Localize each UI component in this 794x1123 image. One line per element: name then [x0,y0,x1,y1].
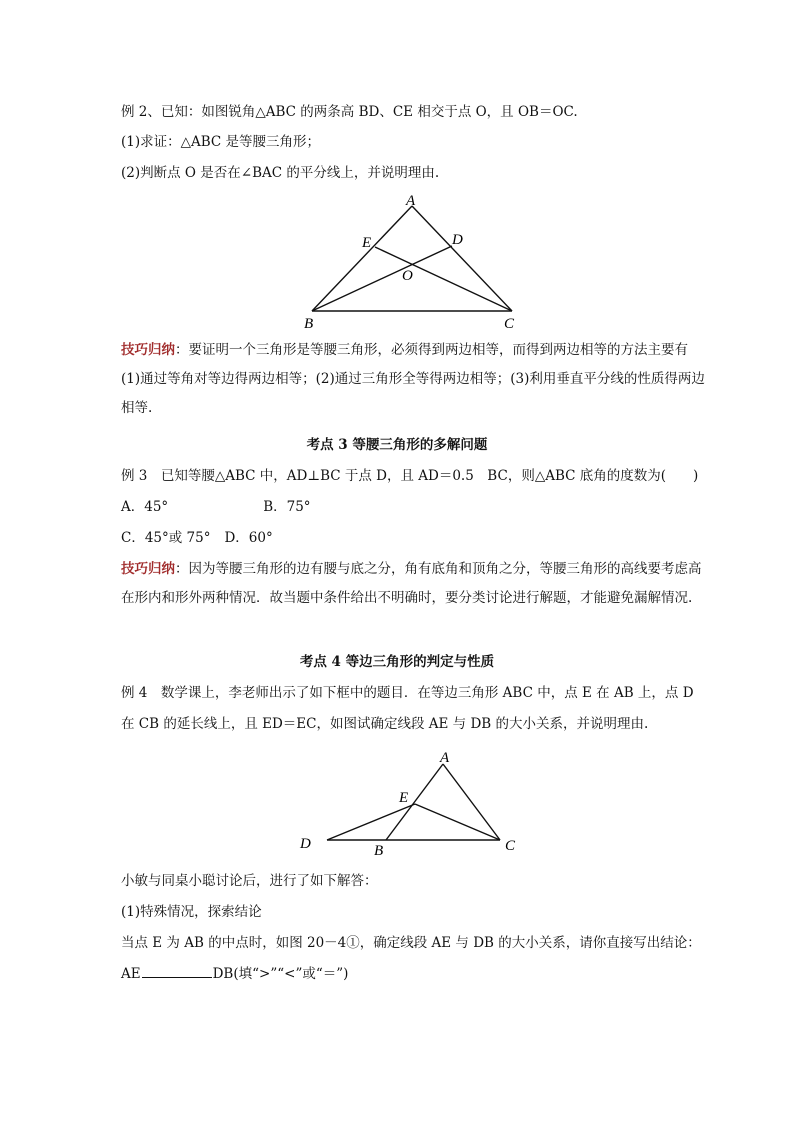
section-4-title: 考点 4 等边三角形的判定与性质 [299,654,495,670]
fig1-label-d: D [452,232,463,248]
option-b: B．75° [263,499,311,515]
answer-line [121,959,706,989]
option-a: A．45° [121,499,169,515]
triangle-figure-2 [0,744,794,864]
fig1-label-a: A [406,193,416,209]
tip-2-label: 技巧归纳 [121,561,175,577]
answer-suffix: DB(填“>”“<”或“＝”) [212,966,349,982]
fig2-label-d: D [300,836,311,852]
example-2-question-1: (1)求证：△ABC 是等腰三角形； [121,134,321,150]
option-d: D．60° [224,530,273,546]
example-2-intro: 例 2、已知：如图锐角△ABC 的两条高 BD、CE 相交于点 O，且 OB＝OC. [121,104,578,120]
fig1-label-b: B [304,316,314,332]
section-3-title: 考点 3 等腰三角形的多解问题 [306,437,488,453]
tip-1-text: ：要证明一个三角形是等腰三角形，必须得到两边相等，而得到两边相等的方法主要有(1)通过等角对等边得两边相等；(2)通过三角形全等得两边相等；(3)利用垂直平分线的性质得两边相等. [121,342,705,416]
tip-1-label: 技巧归纳 [121,342,175,358]
discussion-part-1: (1)特殊情况，探索结论 [121,904,262,920]
example-3-options-row-2 [121,523,706,553]
fig2-label-e: E [399,790,409,806]
fig2-label-b: B [374,843,384,859]
tip-1-paragraph [121,336,706,423]
answer-prefix: AE [121,966,141,982]
example-4-stem: 例 4 数学课上，李老师出示了如下框中的题目．在等边三角形 ABC 中，点 E 在 AB 上，点 D 在 CB 的延长线上，且 ED＝EC，如图试确定线段 AE 与 DB 的大小关系，并说明理由. [121,685,694,732]
fig2-label-a: A [440,750,450,766]
fig1-label-o: O [402,268,413,284]
tip-2-paragraph [121,555,706,613]
example-2-question-2: (2)判断点 O 是否在∠BAC 的平分线上，并说明理由. [121,165,440,181]
fig1-label-c: C [504,316,515,332]
discussion-case: 当点 E 为 AB 的中点时，如图 20－4①，确定线段 AE 与 DB 的大小关系，请你直接写出结论： [121,935,701,951]
example-3-stem: 例 3 已知等腰△ABC 中，AD⊥BC 于点 D，且 AD＝0.5 BC，则△ABC 底角的度数为( ) [121,468,699,484]
fig1-label-e: E [362,235,372,251]
discussion-intro: 小敏与同桌小聪讨论后，进行了如下解答： [121,873,378,889]
triangle-figure-1 [0,192,794,332]
option-c: C．45°或 75° [121,530,211,546]
tip-2-text: ：因为等腰三角形的边有腰与底之分，角有底角和顶角之分，等腰三角形的高线要考虑高在形内和形外两种情况．故当题中条件给出不明确时，要分类讨论进行解题，才能避免漏解情况. [121,561,702,606]
answer-blank[interactable] [142,963,212,978]
fig2-label-c: C [505,838,516,854]
example-3-options-row-1 [121,492,706,522]
